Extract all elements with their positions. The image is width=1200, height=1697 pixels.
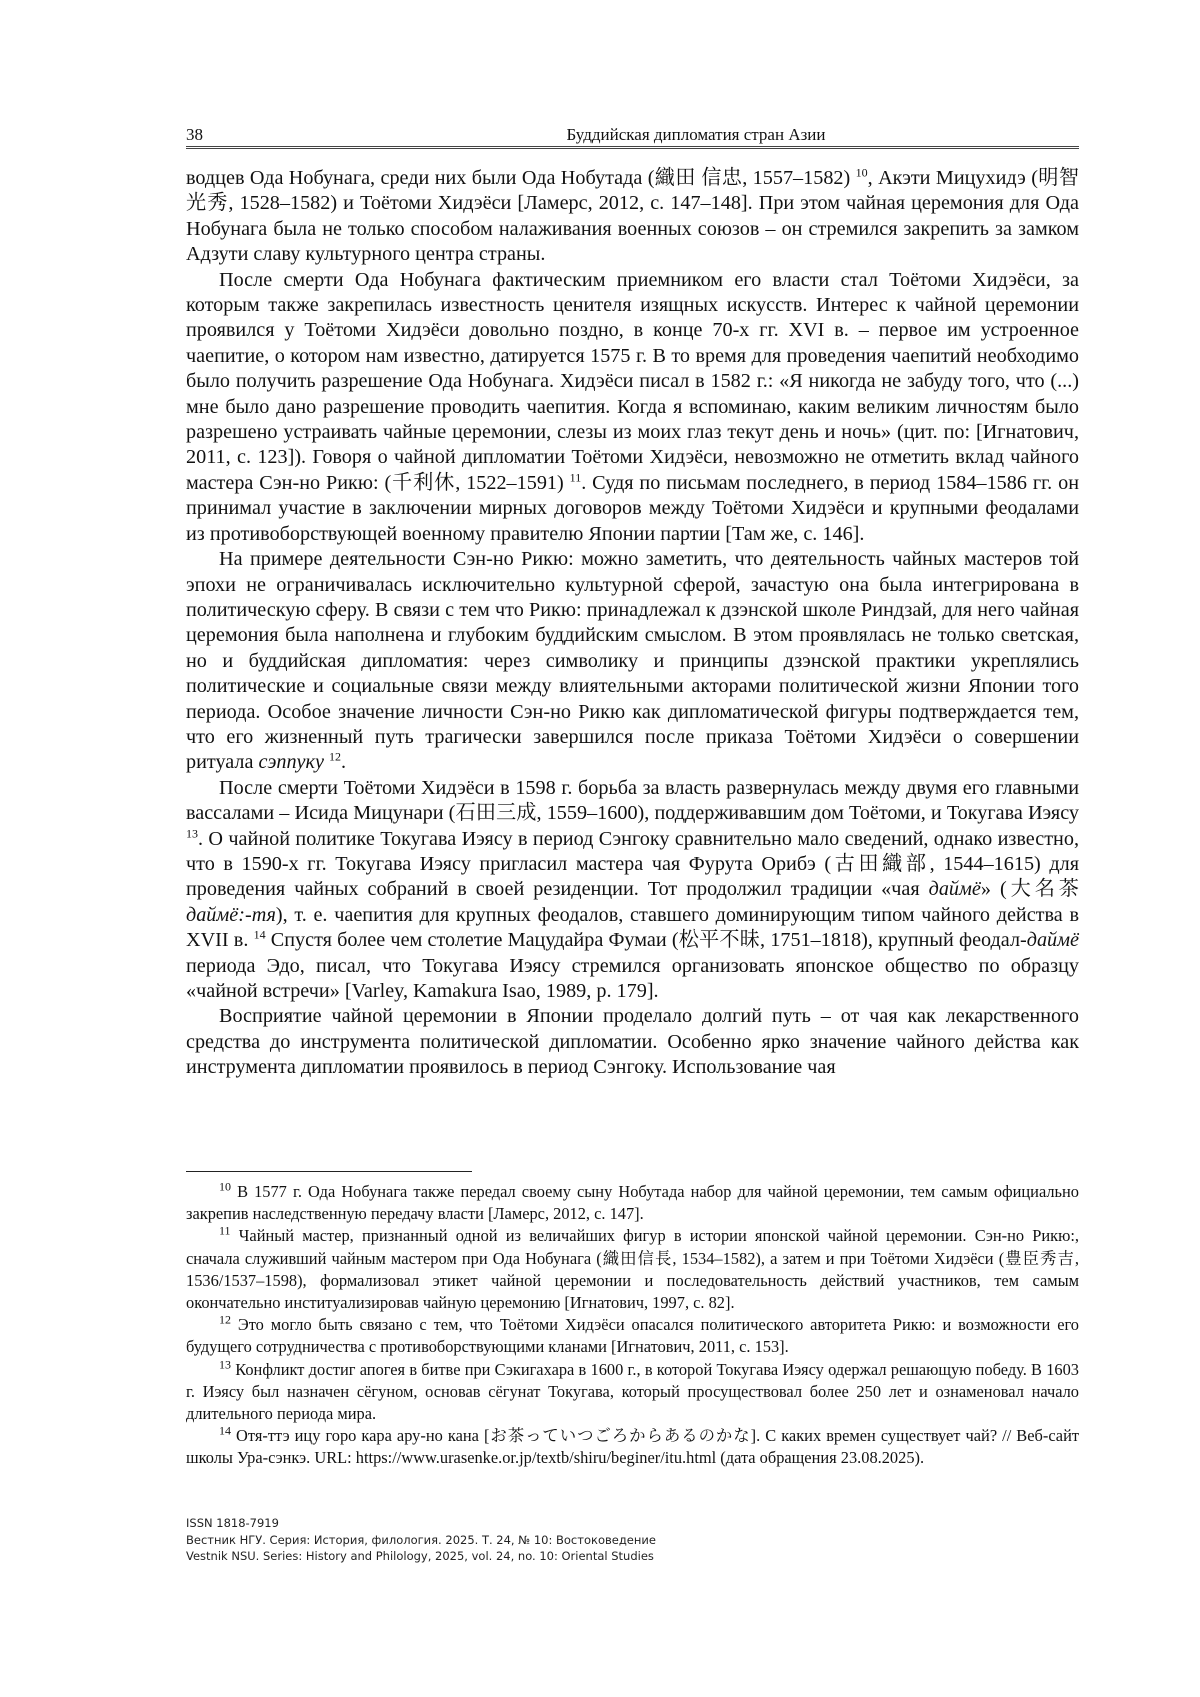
header-rule	[186, 146, 1079, 151]
text-run: После смерти Тоётоми Хидэёси в 1598 г. борьба за власть развернулась между двумя его главными вассалами – Исида Мицунари (石田三成, 1559–1600), поддерживавшим дом Тоётоми, и Токугава Иэясу	[186, 776, 1079, 825]
text-run: » (大名茶	[980, 878, 1079, 901]
text-run: , Акэти Мицухидэ (明智光秀, 1528–1582) и Тоётоми Хидэёси [Ламерс, 2012, с. 147–148]. При этом чайная церемония для Ода Нобунага была не только способом налаживания военных союзов – он стремился закрепить за замком Адзути славу культурного центра страны.	[186, 167, 1080, 266]
page-number: 38	[186, 125, 203, 144]
footnote-number: 14	[219, 1423, 231, 1438]
footnote-text: В 1577 г. Ода Нобунага также передал своему сыну Нобутада набор для чайной церемонии, тем самым официально закрепив наследственную передачу власти [Ламерс, 2012, с. 147].	[186, 1182, 1079, 1224]
italic-term: сэппуку	[258, 751, 324, 774]
paragraph-1	[186, 166, 1079, 268]
citation-en: Vestnik NSU. Series: History and Philology, 2025, vol. 24, no. 10: Oriental Studies	[186, 1549, 654, 1563]
italic-term: даймё:-тя	[186, 903, 276, 926]
footnote-ref-14: 14	[253, 927, 266, 942]
text-run: периода Эдо, писал, что Токугава Иэясу стремился организовать японское общество по образцу «чайной встречи» [Varley, Kamakura Isao, 1989, p. 179].	[186, 954, 1079, 1002]
paragraph-4	[186, 776, 1079, 1005]
footnote-text: Конфликт достиг апогея в битве при Сэкигахара в 1600 г., в которой Токугава Иэясу одержал решающую победу. В 1603 г. Иэясу был назначен сёгуном, основав сёгунат Токугава, который просуществовал более 250 лет и ознаменовал начало длительного периода мира.	[186, 1359, 1079, 1424]
footnote-ref-12: 12	[328, 749, 341, 764]
page-footer	[186, 1515, 656, 1565]
text-run: . О чайной политике Токугава Иэясу в период Сэнгоку сравнительно мало сведений, однако известно, что в 1590-х гг. Токугава Иэясу пригласил мастера чая Фурута Орибэ (古田織部, 1544–1615) для проведения чайных собраний в своей резиденции. Тот продолжил традиции «чая	[186, 827, 1079, 901]
paragraph-2	[186, 268, 1079, 547]
text-run: Восприятие чайной церемонии в Японии проделало долгий путь – от чая как лекарственного средства до инструмента политической дипломатии. Особенно ярко значение чайного действа как инструмента дипломатии проявилось в период Сэнгоку. Использование чая	[186, 1005, 1079, 1079]
text-run: . Судя по письмам последнего, в период 1584–1586 гг. он принимал участие в заключении мирных договоров между Тоётоми Хидэёси и крупными феодалами из противоборствующей военному правителю Японии партии [Там же, с. 146].	[186, 471, 1079, 545]
text-run: Спустя более чем столетие Мацудайра Фумаи (松平不昧, 1751–1818), крупный феодал-	[265, 929, 1027, 952]
paragraph-3	[186, 547, 1079, 776]
footnote-number: 10	[219, 1179, 231, 1194]
text-run: водцев Ода Нобунага, среди них были Ода Нобутада (織田 信忠, 1557–1582)	[186, 167, 856, 189]
footnote-13	[186, 1359, 1079, 1426]
text-run: .	[340, 751, 347, 774]
text-run: ), т. е. чаепития для крупных феодалов, ставшего доминирующим типом чайного действа в XVII в.	[186, 903, 1079, 952]
footnote-14	[186, 1425, 1079, 1469]
footnote-separator	[186, 1171, 472, 1172]
page-header	[186, 121, 1079, 151]
footnote-number: 12	[219, 1312, 231, 1327]
running-title: Буддийская дипломатия стран Азии	[566, 125, 826, 144]
footnote-ref-13: 13	[186, 825, 198, 840]
footnote-text: Чайный мастер, признанный одной из величайших фигур в истории японской чайной церемонии. Сэн-но Рикю:, сначала служивший чайным мастером при Ода Нобунага (織田信長, 1534–1582), а затем и при Тоётоми Хидэёси (豊臣秀吉, 1536/1537–1598), формализовал этикет чайной церемонии и последовательность действий участников, тем самым окончательно институализировав чайную церемонию [Игнатович, 1997, с. 82].	[186, 1226, 1079, 1313]
footnote-12	[186, 1314, 1079, 1358]
footnote-10	[186, 1181, 1079, 1225]
italic-term: даймё	[928, 878, 981, 901]
text-run: На примере деятельности Сэн-но Рикю: можно заметить, что деятельность чайных мастеров той эпохи не ограничивалась исключительно культурной сферой, зачастую она была интегрирована в политическую сферу. В связи с тем что Рикю: принадлежал к дзэнской школе Риндзай, для него чайная церемония была наполнена и глубоким буддийским смыслом. В этом проявлялась не только светская, но и буддийская дипломатия: через символику и принципы дзэнской практики укреплялись политические и социальные связи между влиятельными акторами политической жизни Японии того периода. Особое значение личности Сэн-но Рикю как дипломатической фигуры подтверждается тем, что его жизненный путь трагически завершился после приказа Тоётоми Хидэёси о совершении ритуала	[186, 548, 1079, 774]
main-text	[186, 166, 1079, 1081]
footnote-ref-10: 10	[855, 165, 868, 180]
text-run: После смерти Ода Нобунага фактическим приемником его власти стал Тоётоми Хидэёси, за которым также закрепилась известность ценителя изящных искусств. Интерес к чайной церемонии проявился у Тоётоми Хидэёси довольно поздно, в конце 70-х гг. XVI в. – первое им устроенное чаепитие, о котором нам известно, датируется 1575 г. В то время для проведения чаепитий необходимо было получить разрешение Ода Нобунага. Хидэёси писал в 1582 г.: «Я никогда не забуду того, что (...) мне было дано разрешение проводить чаепития. Когда я вспоминаю, каким великим личностям было разрешено устраивать чайные церемонии, слезы из моих глаз текут день и ночь» (цит. по: [Игнатович, 2011, с. 123]). Говоря о чайной дипломатии Тоётоми Хидэёси, невозможно не отметить вклад чайного мастера Сэн-но Рикю: (千利休, 1522–1591)	[186, 268, 1079, 494]
footnote-ref-11: 11	[569, 470, 582, 485]
footnote-11	[186, 1225, 1079, 1314]
footnote-text: Это могло быть связано с тем, что Тоётоми Хидэёси опасался политического авторитета Рикю: и возможности его будущего сотрудничества с противоборствующими кланами [Игнатович, 2011, с. 153].	[186, 1315, 1079, 1357]
footnote-number: 13	[219, 1357, 231, 1372]
footnote-number: 11	[219, 1223, 231, 1238]
paragraph-5	[186, 1004, 1079, 1080]
italic-term: даймё	[1026, 929, 1079, 952]
citation-ru: Вестник НГУ. Серия: История, филология. 2025. Т. 24, № 10: Востоковедение	[186, 1532, 656, 1547]
footnotes	[186, 1181, 1079, 1470]
issn: ISSN 1818-7919	[186, 1516, 279, 1530]
footnote-text: Отя-ттэ ицу горо кара ару-но кана [お茶っていつごろからあるのかな]. С каких времен существует чай? // Веб-сайт школы Ура-сэнкэ. URL: https://www.urasenke.or.jp/textb/shiru/beginer/itu.html (дата обращения 23.08.2025).	[186, 1426, 1079, 1468]
